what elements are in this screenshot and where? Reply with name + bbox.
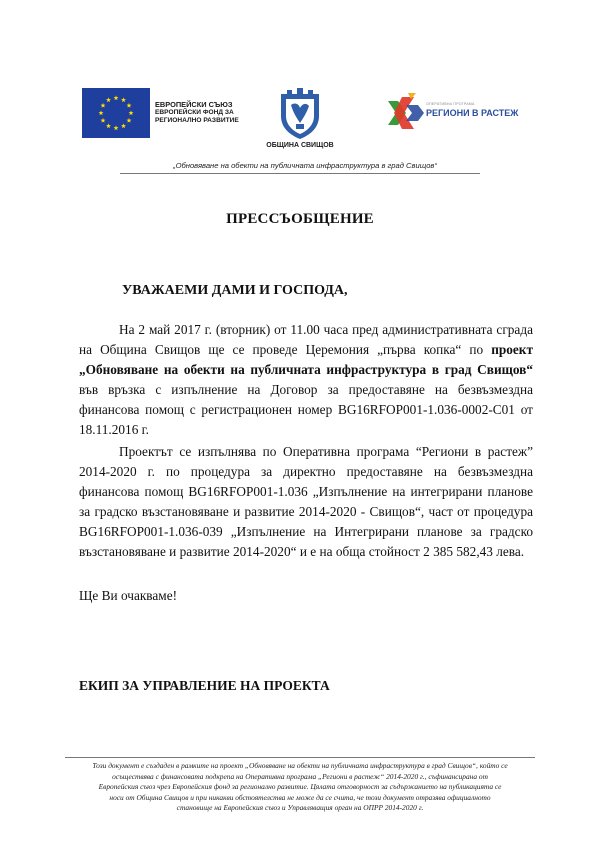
eu-flag-icon — [82, 88, 150, 138]
regions-name: РЕГИОНИ В РАСТЕЖ — [426, 108, 519, 118]
header-divider — [120, 173, 480, 174]
eu-logo-line3: РЕГИОНАЛНО РАЗВИТИЕ — [155, 117, 239, 125]
project-subtitle: „Обновяване на обекти на публичната инфраструктура в град Свищов“ — [173, 161, 437, 170]
paragraph-1-rest: във връзка с изпълнение на Договор за предоставяне на безвъзмездна финансова помощ с регистрационен номер BG16RFOP001-1.036-0002-C01 от 18.11.2016 г. — [79, 382, 533, 437]
eu-logo — [82, 88, 242, 138]
municipality-label: ОБЩИНА СВИЩОВ — [266, 142, 334, 149]
footer-line: носи от Община Свищов и при никакви обстоятелства не може да се счита, че този документ отразява официалното — [109, 792, 491, 802]
eu-logo-text — [155, 101, 245, 126]
footer-line: Този документ е създаден в рамките на проект „Обновяване на обекти на публичната инфраструктура в град Свищов“, който се — [92, 761, 508, 770]
footer-disclaimer — [63, 761, 537, 814]
municipality-shield-icon — [277, 86, 323, 140]
footer-line: Европейския съюз чрез Европейския фонд за регионално развитие. Цялата отговорност за съдържанието на публикацията се — [98, 782, 502, 792]
paragraph-1-intro: На 2 май 2017 г. (вторник) от 11.00 часа пред административната сграда на Община Свищов ще се проведе Церемония „първа копка“ по — [79, 322, 533, 357]
footer-line: осъществява с финансовата подкрепа на Оперативна програма „Региони в растеж“ 2014-2020 г., съфинансирана от — [112, 771, 488, 781]
document-title: ПРЕССЪОБЩЕНИЕ — [226, 211, 374, 227]
paragraph-1 — [79, 320, 533, 440]
eu-logo-line1: ЕВРОПЕЙСКИ СЪЮЗ — [155, 100, 233, 109]
regions-mark-icon — [384, 91, 424, 137]
eu-logo-line2: ЕВРОПЕЙСКИ ФОНД ЗА — [155, 109, 234, 117]
closing-line: Ще Ви очакваме! — [79, 588, 178, 603]
regions-small-text: ОПЕРАТИВНА ПРОГРАМА — [426, 102, 475, 106]
footer-divider — [65, 757, 535, 758]
regions-in-growth-logo — [384, 91, 524, 137]
municipality-logo — [265, 86, 335, 158]
paragraph-2: Проектът се изпълнява по Оперативна програма “Региони в растеж” 2014-2020 г. по процедура за директно предоставяне на безвъзмездна финансова помощ BG16RFOP001-1.036 „Изпълнение на интегрирани планове за градско възстановяване и развитие 2014-2020 - Свищов“, част от процедура BG16RFOP001-1.036-039 „Изпълнение на Интегрирани планове за градско възстановяване и развитие 2014-2020“ и е на обща стойност 2 385 582,43 лева. — [79, 444, 533, 559]
signature-team: ЕКИП ЗА УПРАВЛЕНИЕ НА ПРОЕКТА — [79, 678, 330, 693]
greeting: УВАЖАЕМИ ДАМИ И ГОСПОДА, — [122, 283, 348, 298]
footer-line: становище на Европейския съюз и Управляващия орган на ОПРР 2014-2020 г. — [176, 803, 424, 813]
paragraph-1-project-name: проект „Обновяване на обекти на публичната инфраструктура в град Свищов“ — [79, 342, 533, 377]
